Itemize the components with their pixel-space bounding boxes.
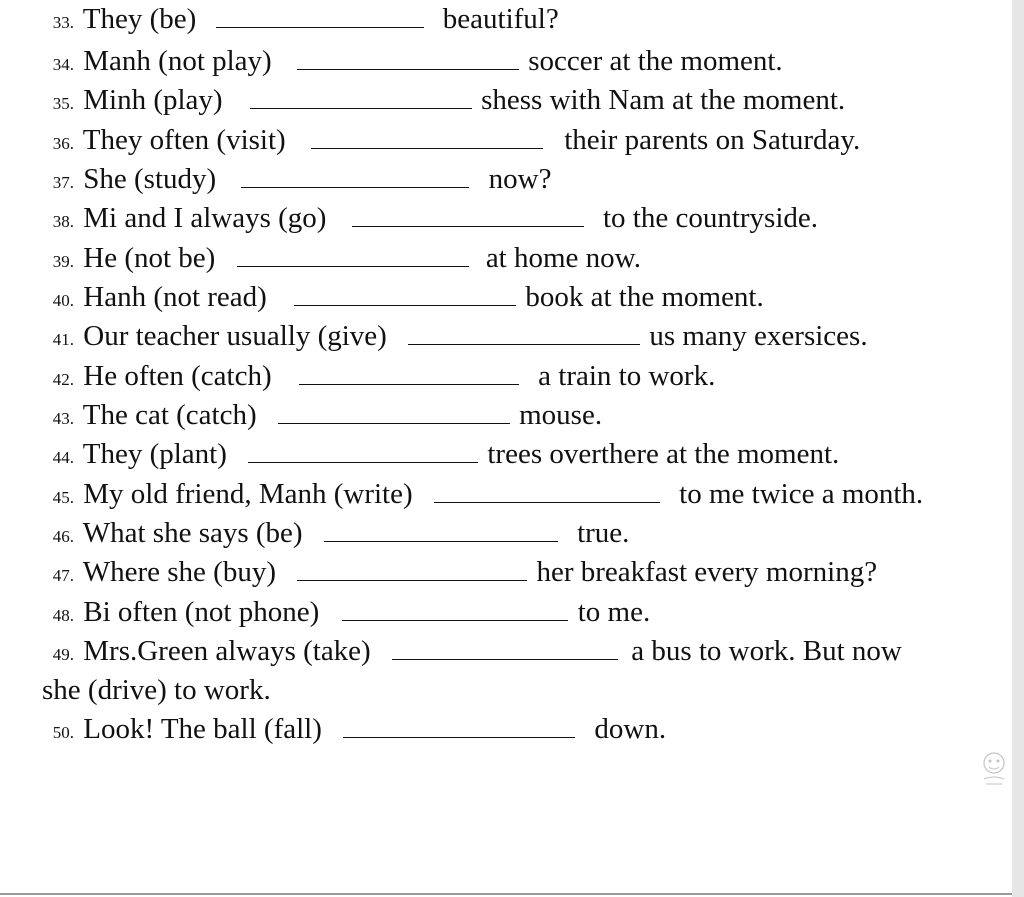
exercise-item-41 bbox=[28, 319, 868, 357]
exercise-number: 42. bbox=[52, 370, 74, 389]
exercise-item-40 bbox=[28, 280, 764, 318]
exercise-prompt: They (be) bbox=[82, 3, 197, 35]
exercise-item-37 bbox=[28, 162, 552, 200]
exercise-continuation: at home now. bbox=[485, 242, 641, 274]
exercise-prompt: What she says (be) bbox=[82, 517, 303, 549]
exercise-continuation: trees overthere at the moment. bbox=[487, 438, 840, 470]
answer-blank[interactable] bbox=[294, 281, 516, 306]
answer-blank[interactable] bbox=[352, 202, 584, 227]
answer-blank[interactable] bbox=[250, 84, 472, 109]
exercise-continuation: shess with Nam at the moment. bbox=[481, 84, 846, 116]
exercise-prompt: Hanh (not read) bbox=[83, 281, 267, 313]
answer-blank[interactable] bbox=[392, 635, 618, 660]
answer-blank[interactable] bbox=[248, 438, 478, 463]
exercise-number: 34. bbox=[52, 55, 74, 74]
page-edge bbox=[1012, 0, 1024, 897]
exercise-continuation: book at the moment. bbox=[525, 281, 764, 313]
exercise-item-35 bbox=[28, 83, 845, 121]
exercise-prompt: Bi often (not phone) bbox=[83, 596, 320, 628]
exercise-number: 49. bbox=[52, 645, 74, 664]
exercise-number: 48. bbox=[52, 606, 74, 625]
exercise-item-36 bbox=[28, 123, 860, 161]
exercise-number: 33. bbox=[52, 13, 74, 32]
exercise-number: 37. bbox=[52, 173, 74, 192]
exercise-number: 39. bbox=[52, 252, 74, 271]
exercise-item-48 bbox=[28, 595, 650, 633]
exercise-prompt: He often (catch) bbox=[83, 360, 272, 392]
exercise-prompt: He (not be) bbox=[83, 242, 216, 274]
exercise-continuation: to me twice a month. bbox=[679, 478, 924, 510]
exercise-continuation: to the countryside. bbox=[602, 202, 819, 234]
exercise-item-44 bbox=[28, 437, 839, 475]
exercise-number: 36. bbox=[52, 134, 74, 153]
answer-blank[interactable] bbox=[408, 320, 640, 345]
answer-blank[interactable] bbox=[241, 163, 469, 188]
answer-blank[interactable] bbox=[434, 478, 660, 503]
exercise-prompt: Manh (not play) bbox=[83, 45, 272, 77]
exercise-item-39 bbox=[28, 241, 641, 279]
exercise-item-38 bbox=[28, 201, 818, 239]
exercise-prompt: Mi and I always (go) bbox=[83, 202, 327, 234]
exercise-continuation: her breakfast every morning? bbox=[536, 556, 878, 588]
exercise-continuation: beautiful? bbox=[442, 3, 559, 35]
answer-blank[interactable] bbox=[311, 124, 543, 149]
exercise-continuation: to me. bbox=[577, 596, 651, 628]
exercise-number: 41. bbox=[52, 330, 74, 349]
exercise-continuation: down. bbox=[594, 713, 667, 745]
exercise-49-second-line: she (drive) to work. bbox=[42, 674, 271, 706]
exercise-item-33 bbox=[28, 2, 559, 40]
exercise-prompt: She (study) bbox=[83, 163, 217, 195]
exercise-number: 38. bbox=[52, 212, 74, 231]
exercise-prompt: Mrs.Green always (take) bbox=[83, 635, 371, 667]
answer-blank[interactable] bbox=[324, 517, 558, 542]
exercise-item-47 bbox=[28, 555, 877, 593]
answer-blank[interactable] bbox=[216, 3, 424, 28]
exercise-continuation: us many exersices. bbox=[649, 320, 868, 352]
exercise-continuation: soccer at the moment. bbox=[528, 45, 783, 77]
exercise-prompt: They often (visit) bbox=[82, 124, 286, 156]
answer-blank[interactable] bbox=[342, 596, 568, 621]
exercise-number: 47. bbox=[52, 566, 74, 585]
exercise-prompt: Where she (buy) bbox=[82, 556, 276, 588]
answer-blank[interactable] bbox=[237, 242, 469, 267]
exercise-prompt: Minh (play) bbox=[83, 84, 223, 116]
answer-blank[interactable] bbox=[297, 556, 527, 581]
exercise-number: 35. bbox=[52, 94, 74, 113]
exercise-item-49 bbox=[28, 634, 902, 672]
exercise-number: 40. bbox=[52, 291, 74, 310]
exercise-continuation: a bus to work. But now bbox=[631, 635, 902, 667]
exercise-item-34 bbox=[28, 44, 783, 82]
answer-blank[interactable] bbox=[299, 360, 519, 385]
exercise-prompt: Our teacher usually (give) bbox=[83, 320, 387, 352]
exercise-continuation: true. bbox=[577, 517, 630, 549]
answer-blank[interactable] bbox=[343, 713, 575, 738]
exercise-continuation: mouse. bbox=[519, 399, 603, 431]
exercise-prompt: My old friend, Manh (write) bbox=[83, 478, 413, 510]
exercise-item-46 bbox=[28, 516, 629, 554]
answer-blank[interactable] bbox=[278, 399, 510, 424]
exercise-item-43 bbox=[28, 398, 602, 436]
exercise-number: 43. bbox=[52, 409, 74, 428]
exercise-prompt: They (plant) bbox=[82, 438, 227, 470]
exercise-number: 45. bbox=[52, 488, 74, 507]
exercise-item-45 bbox=[28, 477, 923, 515]
answer-blank[interactable] bbox=[297, 45, 519, 70]
exercise-item-42 bbox=[28, 359, 715, 397]
watermark-stamp-icon bbox=[979, 749, 1009, 789]
exercise-continuation: a train to work. bbox=[538, 360, 716, 392]
exercise-number: 50. bbox=[52, 723, 74, 742]
page-bottom-border bbox=[0, 893, 1012, 895]
exercise-prompt: Look! The ball (fall) bbox=[83, 713, 322, 745]
exercise-continuation: now? bbox=[488, 163, 552, 195]
exercise-continuation: their parents on Saturday. bbox=[564, 124, 861, 156]
exercise-number: 44. bbox=[52, 448, 74, 467]
exercise-item-50 bbox=[28, 712, 666, 750]
exercise-number: 46. bbox=[52, 527, 74, 546]
exercise-prompt: The cat (catch) bbox=[82, 399, 257, 431]
